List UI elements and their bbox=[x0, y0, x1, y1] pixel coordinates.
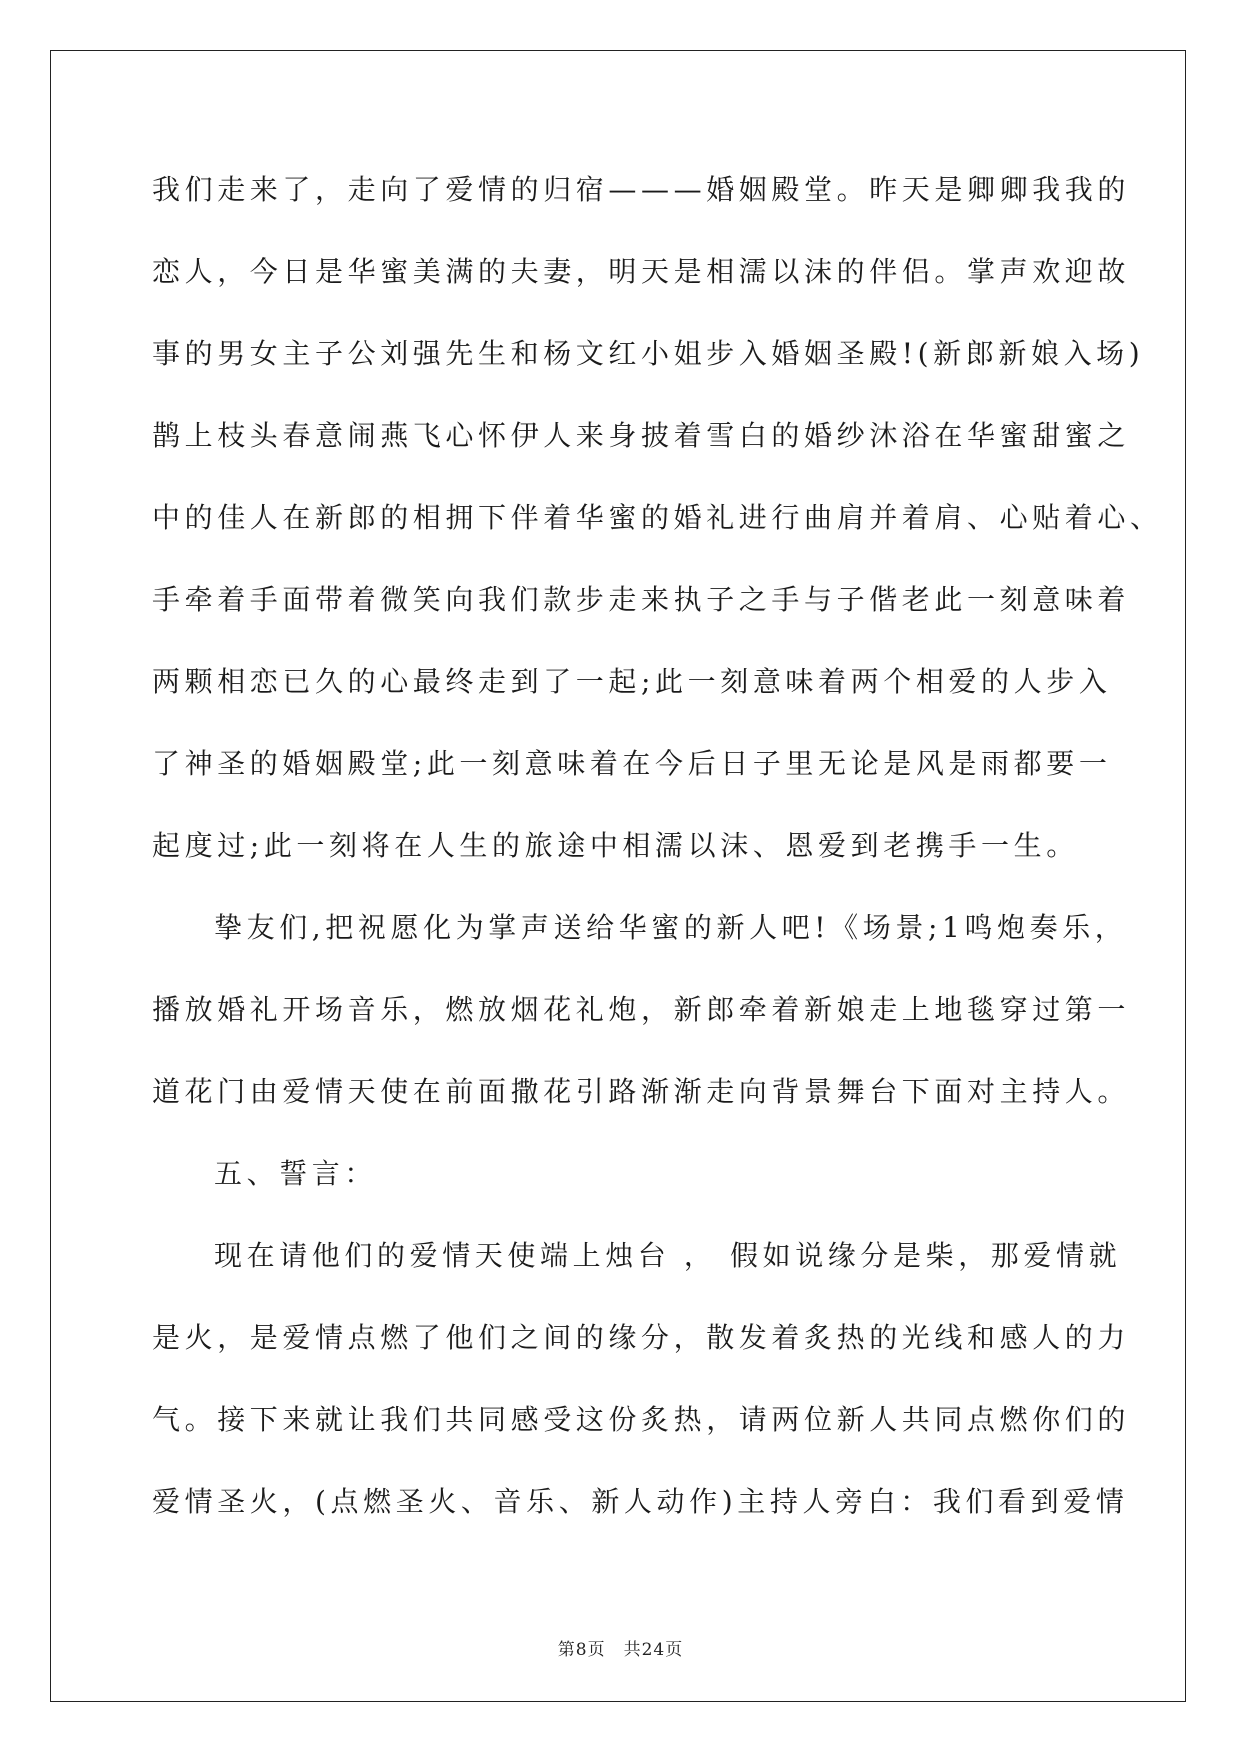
paragraph-line: 挚友们,把祝愿化为掌声送给华蜜的新人吧!《场景;1鸣炮奏乐， bbox=[214, 911, 1128, 944]
paragraph-line: 现在请他们的爱情天使端上烛台 ， 假如说缘分是柴，那爱情就 bbox=[214, 1239, 1122, 1272]
paragraph-line: 事的男女主子公刘强先生和杨文红小姐步入婚姻圣殿!(新郎新娘入场) bbox=[152, 337, 1145, 370]
section-heading: 五、誓言： bbox=[214, 1157, 378, 1190]
page-number: 第8页 bbox=[557, 1640, 606, 1660]
page-total: 共24页 bbox=[623, 1640, 684, 1660]
paragraph-line: 了神圣的婚姻殿堂;此一刻意味着在今后日子里无论是风是雨都要一 bbox=[152, 747, 1112, 780]
paragraph-line: 我们走来了，走向了爱情的归宿———婚姻殿堂。昨天是卿卿我我的 bbox=[152, 173, 1131, 206]
document-body bbox=[152, 162, 1163, 1556]
paragraph-line: 手牵着手面带着微笑向我们款步走来执子之手与子偕老此一刻意味着 bbox=[152, 583, 1131, 616]
paragraph-line: 气。接下来就让我们共同感受这份炙热，请两位新人共同点燃你们的 bbox=[152, 1403, 1131, 1436]
paragraph-line: 起度过;此一刻将在人生的旅途中相濡以沫、恩爱到老携手一生。 bbox=[152, 829, 1079, 862]
page-footer bbox=[0, 1635, 1241, 1660]
paragraph-line: 鹊上枝头春意闹燕飞心怀伊人来身披着雪白的婚纱沐浴在华蜜甜蜜之 bbox=[152, 419, 1131, 452]
paragraph-line: 中的佳人在新郎的相拥下伴着华蜜的婚礼进行曲肩并着肩、心贴着心、 bbox=[152, 501, 1163, 534]
paragraph-line: 爱情圣火，(点燃圣火、音乐、新人动作)主持人旁白：我们看到爱情 bbox=[152, 1485, 1129, 1518]
paragraph-line: 是火，是爱情点燃了他们之间的缘分，散发着炙热的光线和感人的力 bbox=[152, 1321, 1131, 1354]
paragraph-line: 恋人，今日是华蜜美满的夫妻，明天是相濡以沫的伴侣。掌声欢迎故 bbox=[152, 255, 1131, 288]
paragraph-line: 道花门由爱情天使在前面撒花引路渐渐走向背景舞台下面对主持人。 bbox=[152, 1075, 1131, 1108]
paragraph-line: 播放婚礼开场音乐，燃放烟花礼炮，新郎牵着新娘走上地毯穿过第一 bbox=[152, 993, 1131, 1026]
paragraph-line: 两颗相恋已久的心最终走到了一起;此一刻意味着两个相爱的人步入 bbox=[152, 665, 1112, 698]
